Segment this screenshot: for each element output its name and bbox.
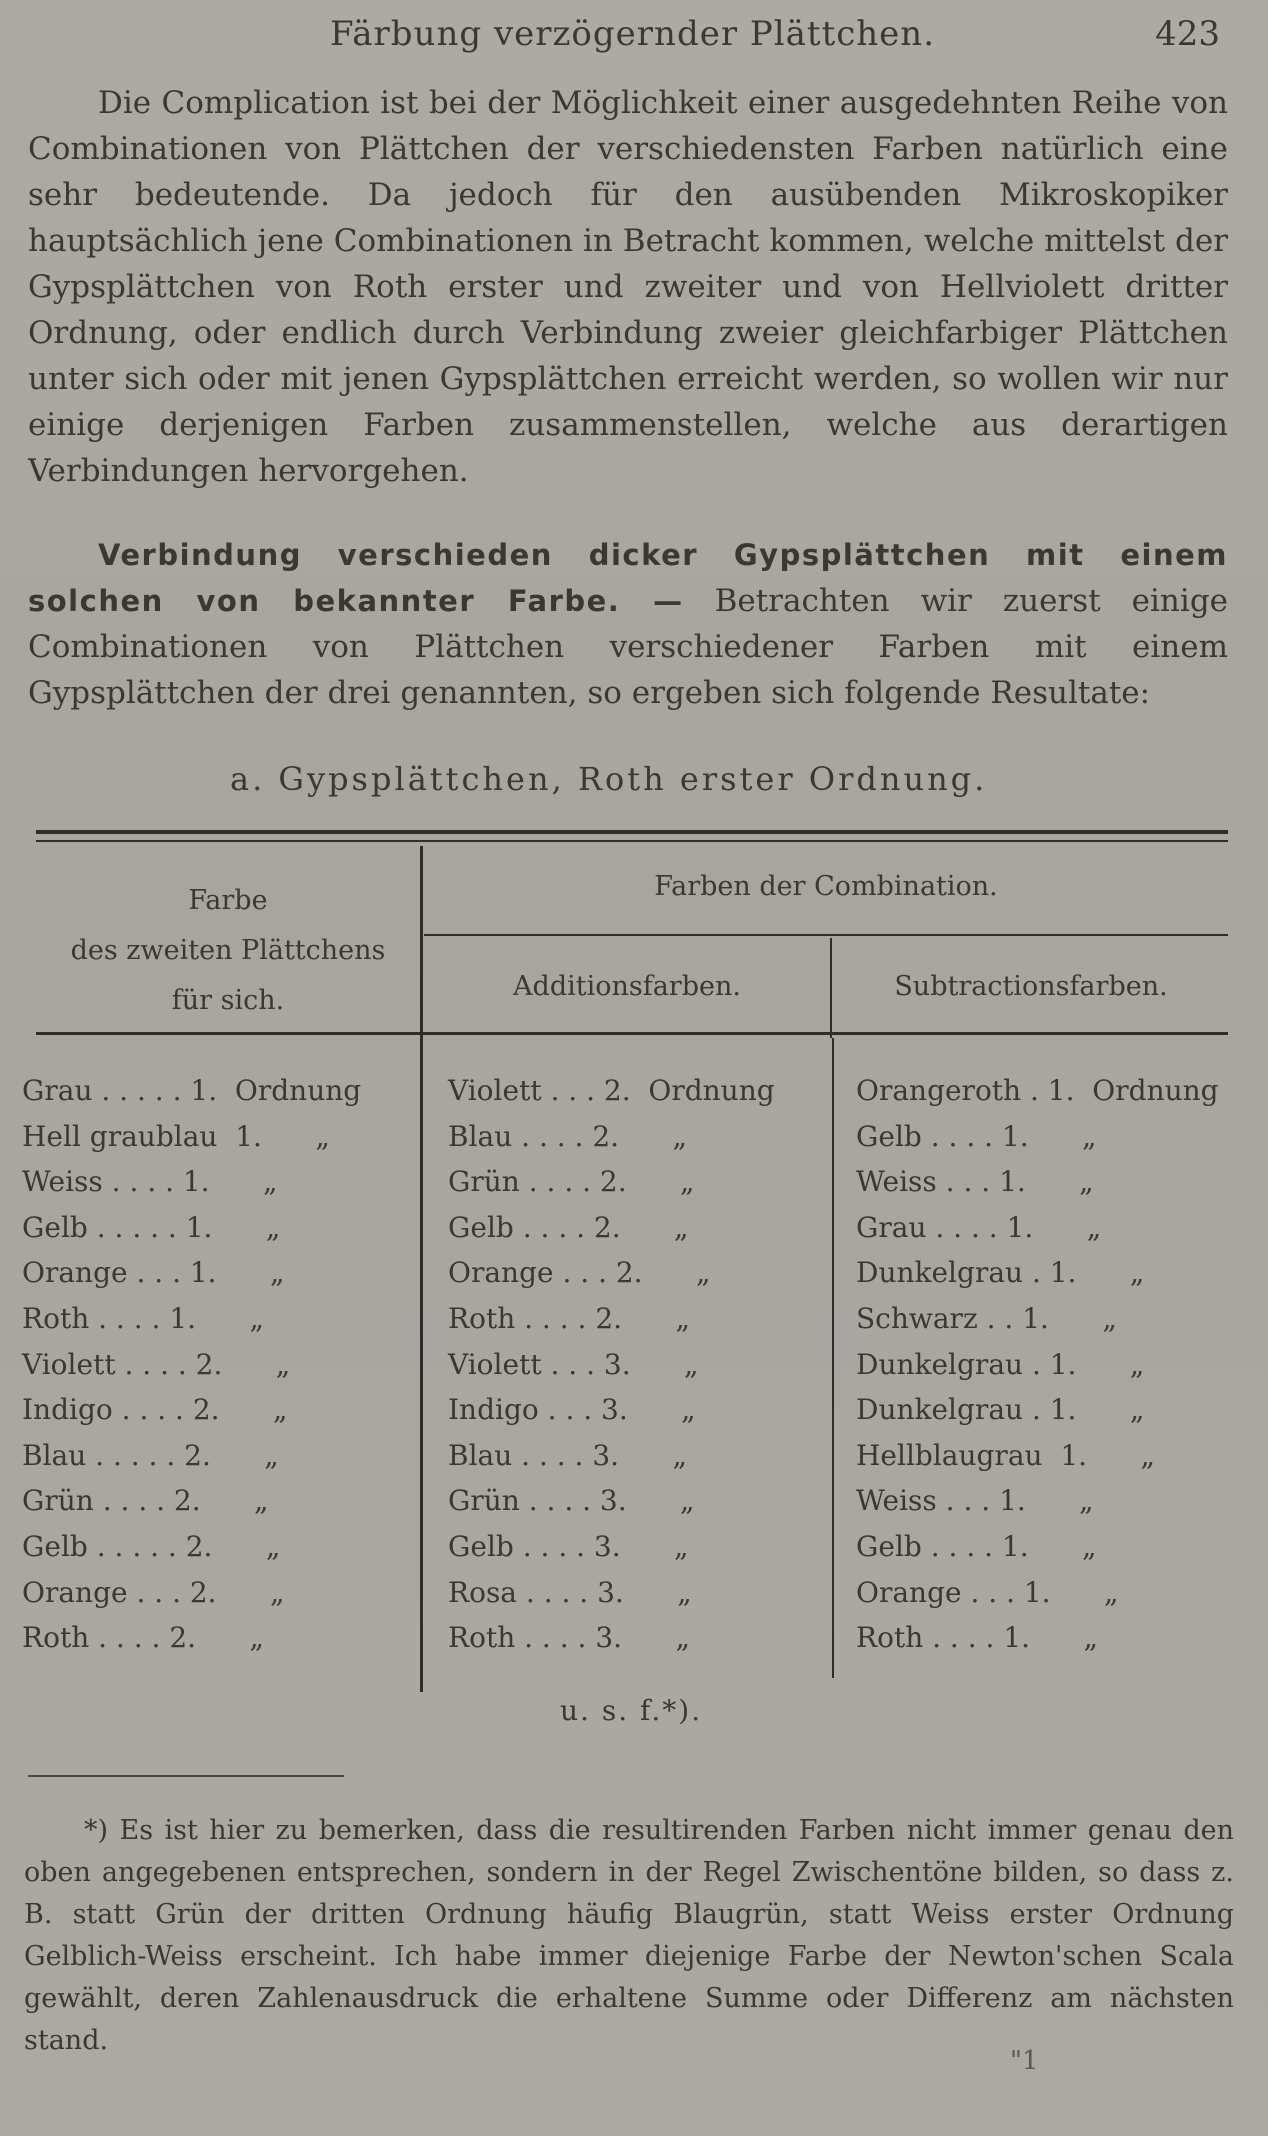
table-cell-col3: Dunkelgrau . 1. „: [856, 1256, 1145, 1290]
table-cell-col1: Roth . . . . 2. „: [22, 1621, 264, 1655]
page-number: 423: [1155, 14, 1220, 54]
table-cell-col2: Roth . . . . 2. „: [448, 1302, 690, 1335]
table-cell-col2: Violett . . . 2. Ordnung: [448, 1074, 775, 1107]
table-cell-col2: Orange . . . 2. „: [448, 1256, 711, 1290]
table-cell-col3: Orange . . . 1. „: [856, 1575, 1119, 1609]
col1-header: [36, 876, 420, 1026]
running-title: Färbung verzögernder Plättchen.: [330, 14, 935, 54]
header-bottom-rule: [36, 1032, 1228, 1035]
table-cell-col2: Grün . . . . 3. „: [448, 1484, 695, 1518]
table-cell-col3: Grau . . . . 1. „: [856, 1210, 1102, 1244]
table-top-rule-thin: [36, 840, 1228, 842]
table-cell-col2: Indigo . . . 3. „: [448, 1393, 696, 1427]
table-cell-col3: Dunkelgrau . 1. „: [856, 1393, 1145, 1427]
column-divider-2: [830, 938, 832, 1038]
table-cell-col3: Gelb . . . . 1. „: [856, 1530, 1097, 1563]
table-cell-col1: Blau . . . . . 2. „: [22, 1438, 279, 1472]
table-cell-col2: Violett . . . 3. „: [448, 1347, 699, 1381]
table-cell-col3: Dunkelgrau . 1. „: [856, 1347, 1145, 1381]
table-cell-col2: Roth . . . . 3. „: [448, 1621, 690, 1655]
table-top-rule-thick: [36, 830, 1228, 834]
table-cell-col2: Gelb . . . . 3. „: [448, 1530, 689, 1563]
col1-header-line2: des zweiten Plättchens: [70, 935, 386, 966]
table-cell-col1: Orange . . . 1. „: [22, 1256, 285, 1290]
table-cell-col1: Roth . . . . 1. „: [22, 1302, 264, 1335]
column-divider-2-body: [832, 1038, 834, 1678]
footnote-rule: [28, 1775, 344, 1777]
table-cell-col3: Weiss . . . 1. „: [856, 1165, 1094, 1199]
paragraph-2: [28, 532, 1228, 716]
table-cell-col2: Grün . . . . 2. „: [448, 1165, 695, 1199]
addition-header: Additionsfarben.: [513, 971, 741, 1002]
table-cell-col3: Gelb . . . . 1. „: [856, 1119, 1097, 1153]
table-cell-col3: Roth . . . . 1. „: [856, 1621, 1098, 1655]
table-cell-col1: Hell graublau 1. „: [22, 1119, 330, 1153]
table-cell-col3: Orangeroth . 1. Ordnung: [856, 1074, 1219, 1107]
table-cell-col2: Blau . . . . 2. „: [448, 1119, 687, 1153]
table-cell-col1: Grau . . . . . 1. Ordnung: [22, 1074, 362, 1107]
table-cell-col1: Orange . . . 2. „: [22, 1575, 285, 1609]
table-cell-col1: Weiss . . . . 1. „: [22, 1165, 278, 1199]
subtraction-header: Subtractionsfarben.: [894, 971, 1168, 1002]
table-cell-col3: Schwarz . . 1. „: [856, 1302, 1117, 1335]
table-cell-col1: Violett . . . . 2. „: [22, 1347, 291, 1381]
table-cell-col1: Grün . . . . 2. „: [22, 1484, 269, 1518]
table-cell-col1: Gelb . . . . . 2. „: [22, 1530, 281, 1563]
table-cell-col2: Blau . . . . 3. „: [448, 1438, 687, 1472]
table-cell-col1: Gelb . . . . . 1. „: [22, 1210, 281, 1244]
usw-note: u. s. f.*).: [560, 1694, 703, 1727]
table-cell-col3: Weiss . . . 1. „: [856, 1484, 1094, 1518]
table-cell-col3: Hellblaugrau 1. „: [856, 1438, 1155, 1472]
section-title: a. Gypsplättchen, Roth erster Ordnung.: [230, 760, 988, 798]
table-cell-col2: Rosa . . . . 3. „: [448, 1575, 692, 1609]
page-mark: "1: [1010, 2046, 1039, 2076]
paragraph-2-lead: Verbindung verschieden dicker Gypsplättchen mit einem solchen von bekannter Farbe. —: [28, 538, 1228, 618]
paragraph-1: Die Complication ist bei der Möglichkeit einer ausgedehnten Reihe von Combinationen von Plättchen der verschiedensten Farben natürlich eine sehr bedeutende. Da jedoch für den ausübenden Mikroskopiker hauptsächlich jene Combinationen in Betracht kommen, welche mittelst der Gypsplättchen von Roth erster und zweiter und von Hellviolett dritter Ordnung, oder endlich durch Verbindung zweier gleichfarbiger Plättchen unter sich oder mit jenen Gypsplättchen erreicht werden, so wollen wir nur einige derjenigen Farben zusammenstellen, welche aus derartigen Verbindungen hervorgehen.: [28, 85, 1228, 489]
table-cell-col2: Gelb . . . . 2. „: [448, 1210, 689, 1244]
footnote: *) Es ist hier zu bemerken, dass die resultirenden Farben nicht immer genau den oben angegebenen entsprechen, sondern in der Regel Zwischentöne bilden, so dass z. B. statt Grün der dritten Ordnung häufig Blaugrün, statt Weiss erster Ordnung Gelblich-Weiss erscheint. Ich habe immer diejenige Farbe der Newton'schen Scala gewählt, deren Zahlenausdruck die erhaltene Summe oder Differenz am nächsten stand.: [24, 1815, 1234, 2056]
paragraph-2-text: Betrachten wir zuerst einige Combinationen von Plättchen verschiedener Farben mit einem Gypsplättchen der drei genannten, so ergeben sich folgende Resultate:: [28, 583, 1229, 711]
combination-header: Farben der Combination.: [654, 871, 998, 902]
column-divider-1: [420, 846, 423, 1692]
col1-header-line1: Farbe: [188, 885, 268, 916]
col1-header-line3: für sich.: [171, 985, 285, 1016]
table-cell-col1: Indigo . . . . 2. „: [22, 1393, 288, 1427]
combination-underline: [424, 934, 1228, 936]
page-header: [0, 14, 1268, 54]
